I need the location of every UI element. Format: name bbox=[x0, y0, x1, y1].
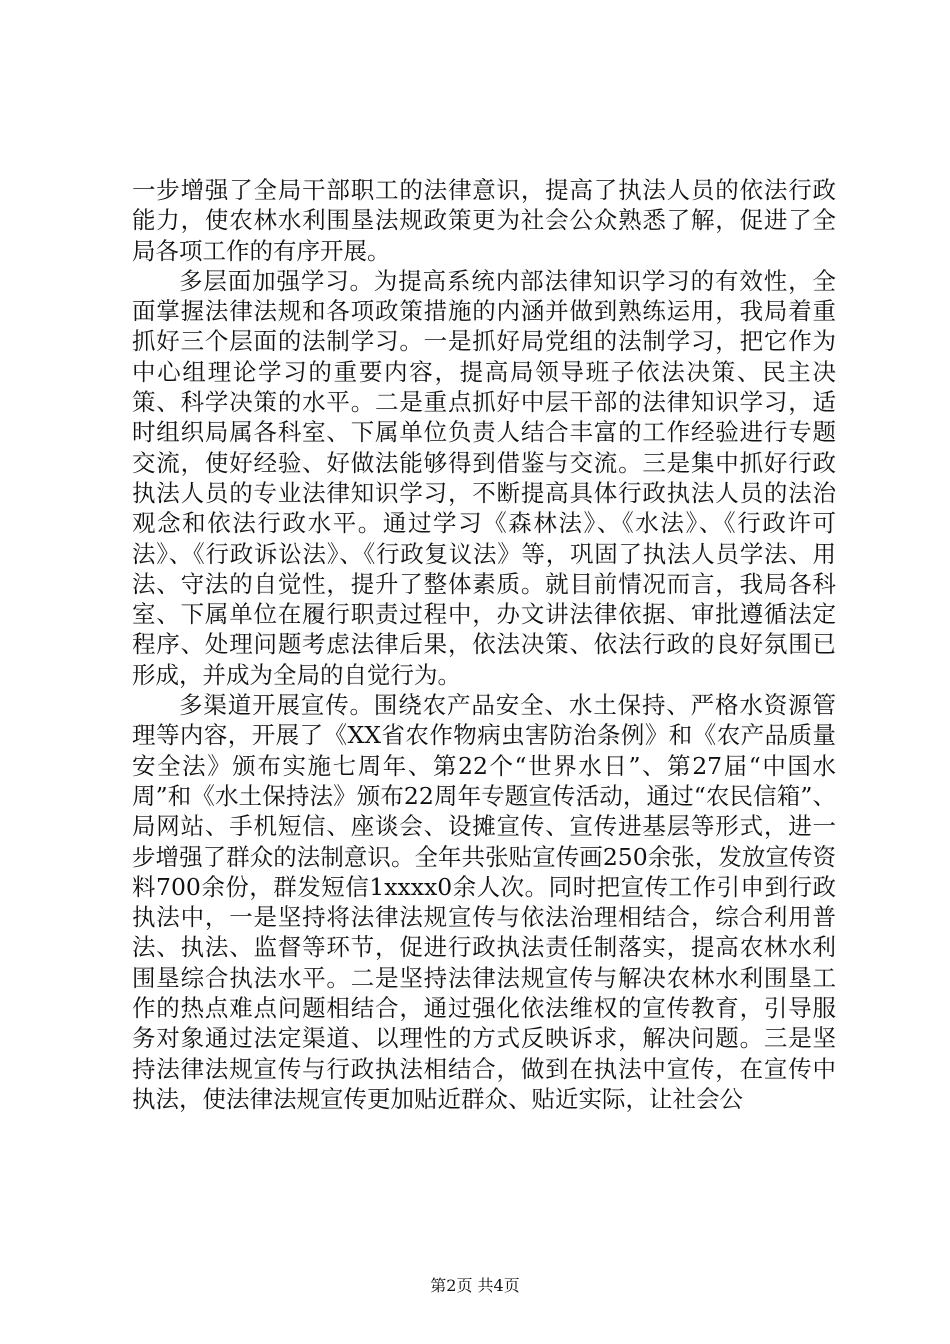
paragraph-continuation: 一步增强了全局干部职工的法律意识，提高了执法人员的依法行政能力，使农林水利围垦法规政策更为社会公众熟悉了解，促进了全局各项工作的有序开展。 bbox=[132, 176, 836, 265]
document-body bbox=[132, 175, 836, 1114]
paragraph-study: 多层面加强学习。为提高系统内部法律知识学习的有效性，全面掌握法律法规和各项政策措施的内涵并做到熟练运用，我局着重抓好三个层面的法制学习。一是抓好局党组的法制学习，把它作为中心组理论学习的重要内容，提高局领导班子依法决策、民主决策、科学决策的水平。二是重点抓好中层干部的法律知识学习，适时组织局属各科室、下属单位负责人结合丰富的工作经验进行专题交流，使好经验、好做法能够得到借鉴与交流。三是集中抓好行政执法人员的专业法律知识学习，不断提高具体行政执法人员的法治观念和依法行政水平。通过学习《森林法》、《水法》、《行政许可法》、《行政诉讼法》、《行政复议法》等，巩固了执法人员学法、用法、守法的自觉性，提升了整体素质。就目前情况而言，我局各科室、下属单位在履行职责过程中，办文讲法律依据、审批遵循法定程序、处理问题考虑法律后果，依法决策、依法行政的良好氛围已形成，并成为全局的自觉行为。 bbox=[132, 266, 836, 689]
page-number: 第2页 共4页 bbox=[430, 1276, 520, 1295]
paragraph-publicity: 多渠道开展宣传。围绕农产品安全、水土保持、严格水资源管理等内容，开展了《XX省农作物病虫害防治条例》和《农产品质量安全法》颁布实施七周年、第22个“世界水日”、第27届“中国水周”和《水土保持法》颁布22周年专题宣传活动，通过“农民信箱”、局网站、手机短信、座谈会、设摊宣传、宣传进基层等形式，进一步增强了群众的法制意识。全年共张贴宣传画250余张，发放宣传资料700余份，群发短信1xxxx0余人次。同时把宣传工作引申到行政执法中，一是坚持将法律法规宣传与依法治理相结合，综合利用普法、执法、监督等环节，促进行政执法责任制落实，提高农林水利围垦综合执法水平。二是坚持法律法规宣传与解决农林水利围垦工作的热点难点问题相结合，通过强化依法维权的宣传教育，引导服务对象通过法定渠道、以理性的方式反映诉求，解决问题。三是坚持法律法规宣传与行政执法相结合，做到在执法中宣传，在宣传中执法，使法律法规宣传更加贴近群众、贴近实际，让社会公 bbox=[132, 691, 836, 1113]
